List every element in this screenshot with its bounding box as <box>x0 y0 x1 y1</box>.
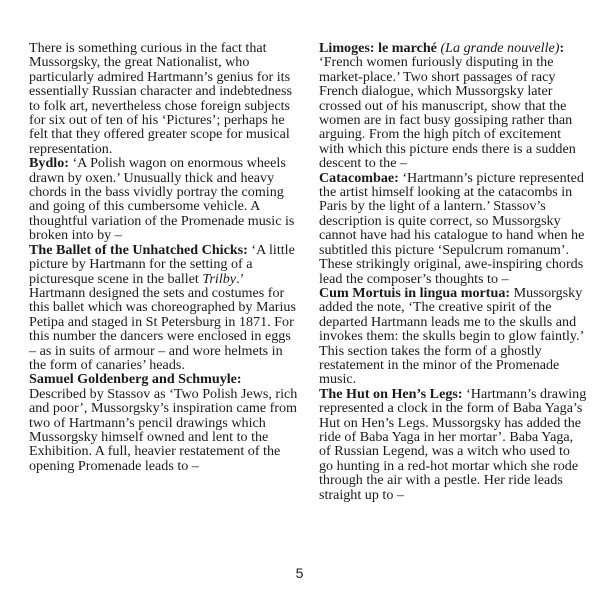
catacombae-heading: Catacombae: <box>319 169 399 186</box>
chicks-heading: The Ballet of the Unhatched Chicks: <box>29 241 248 258</box>
chicks-italic-title: Trilby <box>202 270 237 287</box>
bydlo-text: ‘A Polish wagon on enormous wheels drawn by oxen.’ Unusually thick and heavy chords in the bass vividly portray the coming and going of this cumbersome vehicle. A thoughtful variation of the Promenade music is broken into by – <box>29 155 295 244</box>
chicks-section <box>29 243 299 373</box>
goldenberg-section <box>29 372 299 473</box>
page-number: 5 <box>295 565 304 581</box>
chicks-text-after: .’ Hartmann designed the sets and costumes for this ballet which was choreographed by Marius Petipa and staged in St Petersburg in 1871. For this number the dancers were enclosed in eggs – as in suits of armour – and wore helmets in the form of canaries’ heads. <box>29 270 296 373</box>
bydlo-heading: Bydlo: <box>29 155 69 172</box>
limoges-heading: Limoges: le marché <box>319 40 437 56</box>
hut-text: ‘Hartmann’s drawing represented a clock in the form of Baba Yaga’s Hut on Hen’s Legs. Mussorgsky has added the ride of Baba Yaga in her mortar’. Baba Yaga, of Russian Legend, was a witch who used to go hunting in a red-hot mortar which she rode through the air with a pestle. Her ride leads straight up to – <box>319 385 587 503</box>
left-column <box>29 41 299 473</box>
limoges-subtitle: (La grande nouvelle) <box>436 40 560 56</box>
limoges-text: ‘French women furiously disputing in the market-place.’ Two short passages of racy French dialogue, which Mussorgsky later crossed out of his manuscript, show that the women are in fact busy gossiping rather than arguing. From the high pitch of excitement with which this picture ends there is a sudden descent to the – <box>319 54 576 172</box>
hut-section <box>319 387 587 502</box>
catacombae-section <box>319 171 587 286</box>
chicks-text-before: ‘A little picture by Hartmann for the setting of a picturesque scene in the ballet <box>29 241 295 287</box>
bydlo-section <box>29 156 299 242</box>
limoges-colon: : <box>559 40 565 56</box>
goldenberg-text: Described by Stassov as ‘Two Polish Jews, rich and poor’, Mussorgsky’s inspiration came from two of Hartmann’s pencil drawings which Mussorgsky himself owned and lent to the Exhibition. A full, heavier restatement of the opening Promenade leads to – <box>29 385 298 474</box>
intro-text: There is something curious in the fact that Mussorgsky, the great Nationalist, who particularly admired Hartmann’s genius for its essentially Russian character and indebtedness to folk art, nevertheless chose foreign subjects for six out of ten of his ‘Pictures’; perhaps he felt that they offered greater scope for musical representation. <box>29 40 292 157</box>
limoges-section <box>319 41 587 171</box>
cum-mortuis-text: Mussorgsky added the note, ‘The creative spirit of the departed Hartmann leads me to the skulls and invokes them: the skulls begin to glow faintly.’ This section takes the form of a ghostly restatement in the minor of the Promenade music. <box>319 284 584 388</box>
intro-paragraph <box>29 41 299 156</box>
cum-mortuis-section <box>319 286 587 387</box>
catacombae-text: ‘Hartmann’s picture represented the artist himself looking at the catacombs in Paris by the light of a lantern.’ Stassov’s description is quite correct, so Mussorgsky cannot have had his catalogue to hand when he subtitled this picture ‘Sepulcrum romanum’. These strikingly original, awe-inspiring chords lead the composer’s thoughts to – <box>319 169 585 287</box>
cum-mortuis-heading: Cum Mortuis in lingua mortua: <box>319 284 511 301</box>
right-column <box>319 41 587 502</box>
hut-heading: The Hut on Hen’s Legs: <box>319 385 463 402</box>
goldenberg-heading: Samuel Goldenberg and Schmuyle: <box>29 371 242 388</box>
